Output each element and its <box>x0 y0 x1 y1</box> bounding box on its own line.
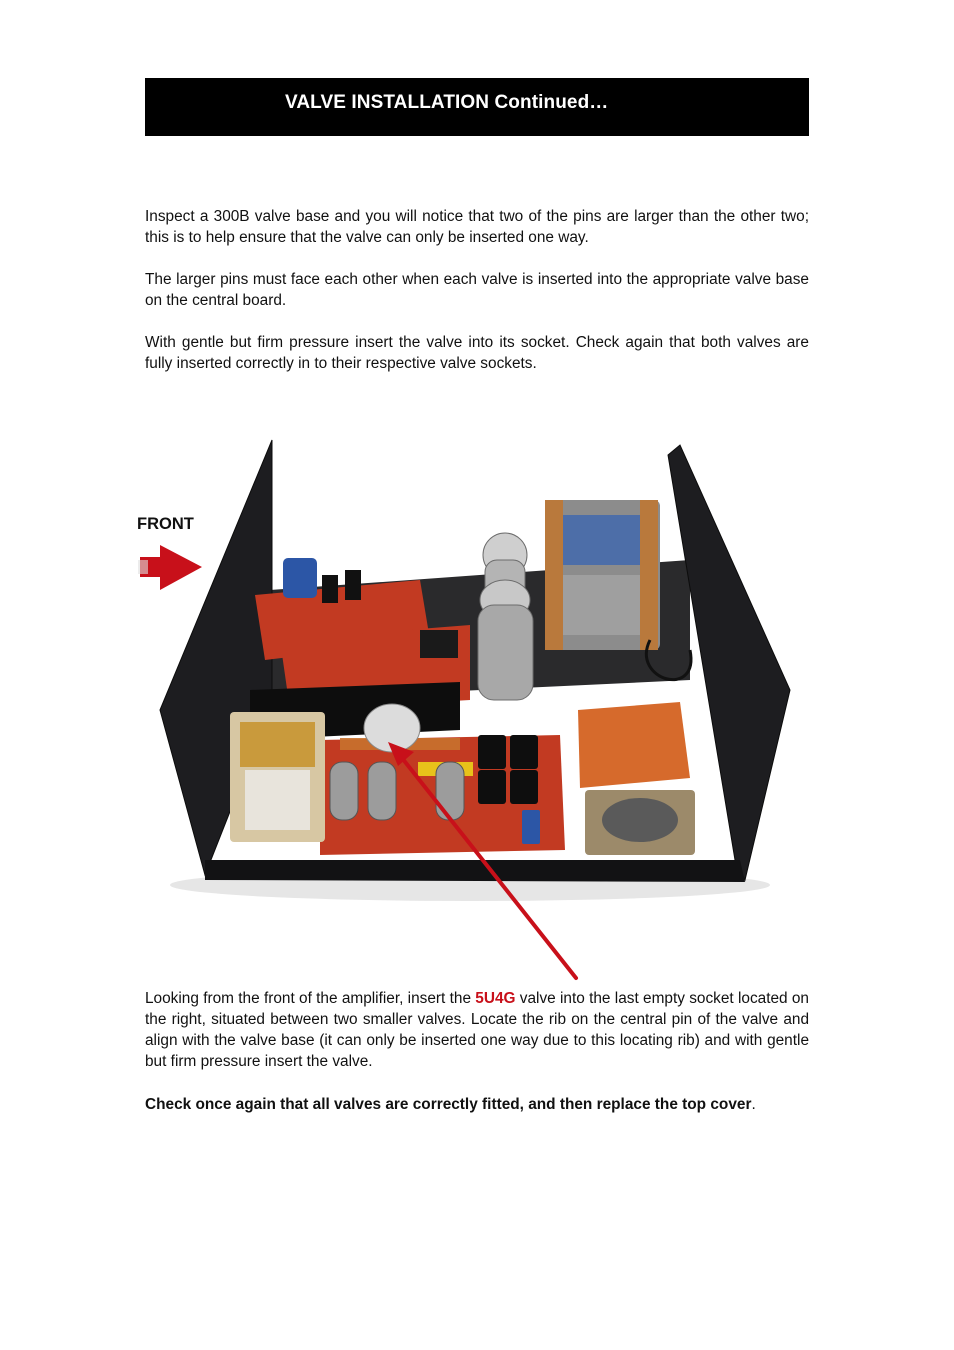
paragraph-5u4g-rest: valve into the last empty socket located on the right, situated between two smaller valves. Locate the rib on the central pin of the valve and align with the valve base (it can only be inserted one way due to this locating rib) and with gentle but firm pressure insert the valve. <box>145 990 809 1070</box>
paragraph-5u4g-instructions <box>145 988 809 1072</box>
section-title: VALVE INSTALLATION Continued… <box>285 92 609 113</box>
final-check-bold: Check once again that all valves are correctly fitted, and then replace the top cover <box>145 1096 752 1113</box>
valve-name-highlight: 5U4G <box>475 990 516 1007</box>
front-label: FRONT <box>137 515 194 533</box>
paragraph-final-check <box>145 1094 809 1115</box>
paragraph-insert-pressure: With gentle but firm pressure insert the valve into its socket. Check again that both valves are fully inserted correctly in to their respective valve sockets. <box>145 334 809 372</box>
paragraph-pin-alignment: The larger pins must face each other when each valve is inserted into the appropriate valve base on the central board. <box>145 271 809 309</box>
front-direction-arrow-icon <box>138 545 202 590</box>
paragraph-5u4g-lead: Looking from the front of the amplifier, insert the <box>145 990 476 1007</box>
final-check-period: . <box>751 1096 756 1113</box>
paragraph-pin-inspection: Inspect a 300B valve base and you will notice that two of the pins are larger than the other two; this is to help ensure that the valve can only be inserted one way. <box>145 208 809 246</box>
